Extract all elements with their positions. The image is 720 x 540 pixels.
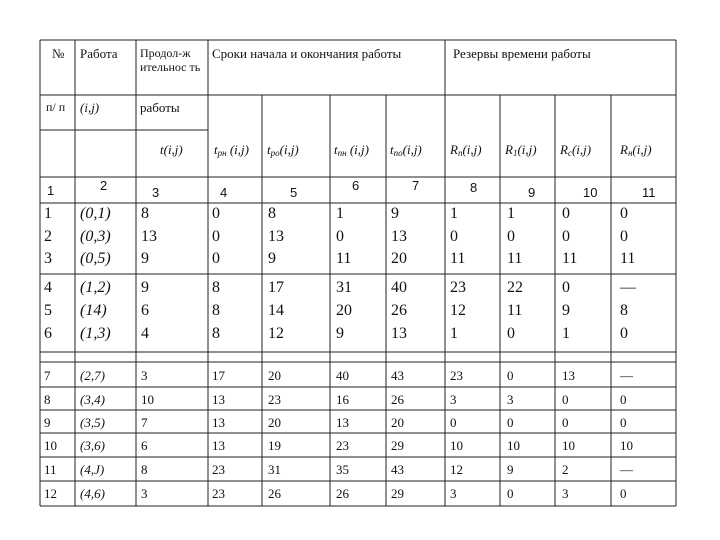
row-11-work: (4,J)	[80, 462, 105, 477]
row-9-number: 9	[44, 415, 51, 430]
row-2-r-1: 0	[507, 228, 515, 245]
row-7-t-rn: 17	[212, 368, 225, 383]
row-12-r-1: 0	[507, 486, 514, 501]
row-10-t-ro: 19	[268, 438, 281, 453]
row-10-r-p: 10	[450, 438, 463, 453]
row-7-t-pn: 40	[336, 368, 349, 383]
row-6-t-ro: 12	[268, 325, 284, 342]
colnum-2: 2	[100, 178, 108, 193]
header-tpn: $t_{пн}$ (i,j)	[334, 142, 369, 158]
row-9-r-n: 0	[620, 415, 627, 430]
header-r1: $R_1(i,j)$	[505, 142, 537, 158]
header-number: №	[52, 46, 65, 61]
row-12-work: (4,6)	[80, 486, 105, 501]
row-11-t-po: 43	[391, 462, 404, 477]
row-3-t-rn: 0	[212, 250, 220, 267]
row-8-r-p: 3	[450, 392, 457, 407]
row-11-r-n: —	[620, 462, 633, 477]
row-1-number: 1	[44, 205, 52, 222]
row-3-number: 3	[44, 250, 52, 267]
row-7-work: (2,7)	[80, 368, 105, 383]
row-5-t-rn: 8	[212, 302, 220, 319]
row-2-work: (0,3)	[80, 228, 111, 245]
row-4-r-c: 0	[562, 279, 570, 296]
row-12-t-rn: 23	[212, 486, 225, 501]
row-5-r-p: 12	[450, 302, 466, 319]
header-rn: $R_н(i,j)$	[620, 142, 652, 158]
row-1-r-c: 0	[562, 205, 570, 222]
row-3-r-n: 11	[620, 250, 636, 267]
header-ij: (i,j)	[80, 100, 100, 115]
row-4-t-rn: 8	[212, 279, 220, 296]
row-9-r-p: 0	[450, 415, 457, 430]
row-11-r-c: 2	[562, 462, 569, 477]
row-12-r-n: 0	[620, 486, 627, 501]
row-10-r-n: 10	[620, 438, 633, 453]
row-10-t-pn: 23	[336, 438, 349, 453]
row-2-t-pn: 0	[336, 228, 344, 245]
row-4-duration: 9	[141, 279, 149, 296]
row-10-r-1: 10	[507, 438, 520, 453]
row-5-work: (14)	[80, 302, 107, 319]
row-1-duration: 8	[141, 205, 149, 222]
row-4-r-1: 22	[507, 279, 523, 296]
colnum-4: 4	[220, 185, 228, 200]
row-3-work: (0,5)	[80, 250, 111, 267]
row-6-work: (1,3)	[80, 325, 111, 342]
row-2-r-p: 0	[450, 228, 458, 245]
row-5-r-c: 9	[562, 302, 570, 319]
row-12-r-c: 3	[562, 486, 569, 501]
header-tij: t(i,j)	[160, 142, 183, 157]
row-9-work: (3,5)	[80, 415, 105, 430]
row-3-t-pn: 11	[336, 250, 352, 267]
row-3-duration: 9	[141, 250, 149, 267]
colnum-10: 10	[583, 185, 598, 200]
colnum-1: 1	[47, 183, 55, 198]
row-11-t-rn: 23	[212, 462, 225, 477]
header-timing: Сроки начала и окончания работы	[212, 46, 402, 61]
row-3-r-1: 11	[507, 250, 523, 267]
row-1-work: (0,1)	[80, 205, 111, 222]
row-11-r-p: 12	[450, 462, 463, 477]
row-6-t-po: 13	[391, 325, 407, 342]
row-2-t-po: 13	[391, 228, 407, 245]
row-5-number: 5	[44, 302, 52, 319]
row-4-number: 4	[44, 279, 52, 296]
row-9-t-ro: 20	[268, 415, 281, 430]
row-3-t-po: 20	[391, 250, 407, 267]
row-4-t-ro: 17	[268, 279, 284, 296]
header-duration: Продол-ж ительнос ть	[140, 46, 201, 74]
row-6-r-c: 1	[562, 325, 570, 342]
header-rp: $R_п(i,j)$	[450, 142, 482, 158]
row-9-t-po: 20	[391, 415, 404, 430]
colnum-11: 11	[642, 185, 656, 200]
row-10-t-rn: 13	[212, 438, 225, 453]
row-8-work: (3,4)	[80, 392, 105, 407]
row-4-r-p: 23	[450, 279, 466, 296]
colnum-7: 7	[412, 178, 420, 193]
row-2-number: 2	[44, 228, 52, 245]
header-trn: $t_{рн}$ (i,j)	[214, 142, 249, 158]
row-10-duration: 6	[141, 438, 148, 453]
row-4-t-po: 40	[391, 279, 407, 296]
row-7-r-c: 13	[562, 368, 575, 383]
row-11-t-ro: 31	[268, 462, 281, 477]
row-6-r-1: 0	[507, 325, 515, 342]
row-8-number: 8	[44, 392, 51, 407]
header-works: работы	[140, 100, 180, 115]
row-8-t-rn: 13	[212, 392, 225, 407]
row-8-r-n: 0	[620, 392, 627, 407]
row-4-work: (1,2)	[80, 279, 111, 296]
row-11-t-pn: 35	[336, 462, 349, 477]
row-6-r-p: 1	[450, 325, 458, 342]
row-12-t-ro: 26	[268, 486, 281, 501]
colnum-9: 9	[528, 185, 536, 200]
row-6-r-n: 0	[620, 325, 628, 342]
row-12-r-p: 3	[450, 486, 457, 501]
row-10-number: 10	[44, 438, 57, 453]
row-5-r-n: 8	[620, 302, 628, 319]
row-11-number: 11	[44, 462, 57, 477]
row-5-t-po: 26	[391, 302, 407, 319]
row-4-r-n: —	[620, 279, 636, 296]
row-5-duration: 6	[141, 302, 149, 319]
header-np: п/ п	[46, 100, 66, 114]
row-9-duration: 7	[141, 415, 148, 430]
row-7-r-p: 23	[450, 368, 463, 383]
row-11-duration: 8	[141, 462, 148, 477]
row-7-t-ro: 20	[268, 368, 281, 383]
row-11-r-1: 9	[507, 462, 514, 477]
row-8-t-po: 26	[391, 392, 404, 407]
row-7-number: 7	[44, 368, 51, 383]
row-9-r-c: 0	[562, 415, 569, 430]
row-7-t-po: 43	[391, 368, 404, 383]
row-8-t-ro: 23	[268, 392, 281, 407]
header-tro: $t_{ро}(i,j)$	[267, 142, 299, 158]
row-12-number: 12	[44, 486, 57, 501]
row-3-r-p: 11	[450, 250, 466, 267]
row-1-t-po: 9	[391, 205, 399, 222]
row-2-t-rn: 0	[212, 228, 220, 245]
row-7-duration: 3	[141, 368, 148, 383]
row-6-t-rn: 8	[212, 325, 220, 342]
colnum-8: 8	[470, 180, 478, 195]
row-2-duration: 13	[141, 228, 157, 245]
row-10-t-po: 29	[391, 438, 404, 453]
row-6-duration: 4	[141, 325, 149, 342]
row-7-r-1: 0	[507, 368, 514, 383]
row-3-t-ro: 9	[268, 250, 276, 267]
row-3-r-c: 11	[562, 250, 578, 267]
row-8-t-pn: 16	[336, 392, 349, 407]
row-8-r-c: 0	[562, 392, 569, 407]
row-1-t-ro: 8	[268, 205, 276, 222]
colnum-5: 5	[290, 185, 298, 200]
row-5-t-pn: 20	[336, 302, 352, 319]
row-9-t-pn: 13	[336, 415, 349, 430]
header-work: Работа	[80, 46, 118, 61]
row-10-work: (3,6)	[80, 438, 105, 453]
row-2-t-ro: 13	[268, 228, 284, 245]
row-12-t-po: 29	[391, 486, 404, 501]
row-12-duration: 3	[141, 486, 148, 501]
row-6-t-pn: 9	[336, 325, 344, 342]
row-1-r-1: 1	[507, 205, 515, 222]
row-12-t-pn: 26	[336, 486, 349, 501]
row-8-duration: 10	[141, 392, 154, 407]
row-1-r-p: 1	[450, 205, 458, 222]
row-9-r-1: 0	[507, 415, 514, 430]
row-9-t-rn: 13	[212, 415, 225, 430]
row-1-t-rn: 0	[212, 205, 220, 222]
row-10-r-c: 10	[562, 438, 575, 453]
row-7-r-n: —	[620, 368, 633, 383]
colnum-3: 3	[152, 185, 160, 200]
row-5-t-ro: 14	[268, 302, 284, 319]
row-1-t-pn: 1	[336, 205, 344, 222]
colnum-6: 6	[352, 178, 360, 193]
row-4-t-pn: 31	[336, 279, 352, 296]
header-reserves: Резервы времени работы	[453, 46, 591, 61]
row-1-r-n: 0	[620, 205, 628, 222]
header-rc: $R_с(i,j)$	[560, 142, 592, 158]
row-5-r-1: 11	[507, 302, 523, 319]
row-2-r-c: 0	[562, 228, 570, 245]
row-8-r-1: 3	[507, 392, 514, 407]
row-6-number: 6	[44, 325, 52, 342]
row-2-r-n: 0	[620, 228, 628, 245]
header-tpo: $t_{по}(i,j)$	[390, 142, 422, 158]
